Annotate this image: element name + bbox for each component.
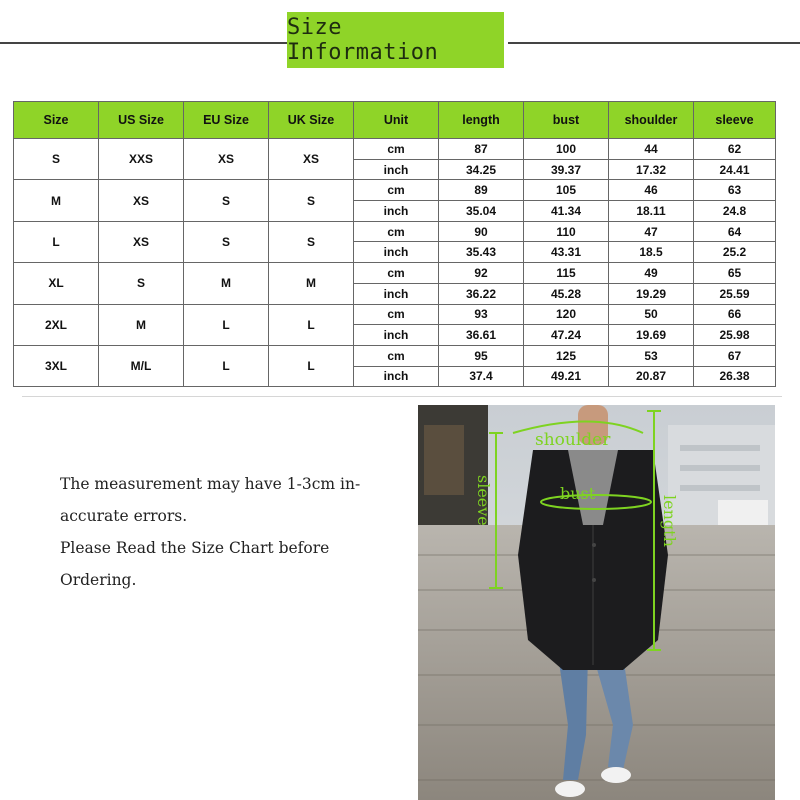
cm-cell-bust: 125 [524, 345, 609, 366]
cm-cell-length: 92 [439, 263, 524, 284]
size-cell-us: M/L [99, 345, 184, 386]
size-cell-eu: L [184, 345, 269, 386]
column-header: Unit [354, 102, 439, 139]
inch-cell-bust: 39.37 [524, 159, 609, 180]
inch-cell-shoulder: 19.29 [609, 283, 694, 304]
table-row [14, 180, 776, 201]
size-cell-size: XL [14, 263, 99, 304]
cm-cell-bust: 120 [524, 304, 609, 325]
cm-cell-sleeve: 67 [694, 345, 776, 366]
size-cell-size: 3XL [14, 345, 99, 386]
inch-cell-unit: inch [354, 201, 439, 222]
cm-cell-length: 95 [439, 345, 524, 366]
inch-cell-bust: 43.31 [524, 242, 609, 263]
size-cell-uk: M [269, 263, 354, 304]
table-row [14, 345, 776, 366]
inch-cell-sleeve: 24.8 [694, 201, 776, 222]
table-row [14, 221, 776, 242]
size-chart-table [13, 101, 776, 387]
size-cell-eu: L [184, 304, 269, 345]
size-cell-eu: XS [184, 139, 269, 180]
title-rule-right [508, 42, 800, 44]
cm-cell-length: 90 [439, 221, 524, 242]
cm-cell-bust: 100 [524, 139, 609, 160]
length-label: length [660, 495, 679, 547]
column-header: length [439, 102, 524, 139]
cm-cell-sleeve: 65 [694, 263, 776, 284]
column-header: bust [524, 102, 609, 139]
size-cell-eu: M [184, 263, 269, 304]
inch-cell-bust: 47.24 [524, 325, 609, 346]
inch-cell-shoulder: 20.87 [609, 366, 694, 387]
inch-cell-sleeve: 25.98 [694, 325, 776, 346]
cm-cell-unit: cm [354, 345, 439, 366]
inch-cell-bust: 41.34 [524, 201, 609, 222]
page-title: Size Information [287, 12, 504, 68]
size-cell-uk: L [269, 304, 354, 345]
cm-cell-unit: cm [354, 263, 439, 284]
bust-label: bust [560, 484, 596, 503]
size-cell-size: M [14, 180, 99, 221]
column-header: Size [14, 102, 99, 139]
cm-cell-sleeve: 66 [694, 304, 776, 325]
title-rule-left [0, 42, 290, 44]
inch-cell-unit: inch [354, 159, 439, 180]
inch-cell-shoulder: 18.5 [609, 242, 694, 263]
size-cell-us: XS [99, 180, 184, 221]
size-cell-uk: XS [269, 139, 354, 180]
size-cell-us: XXS [99, 139, 184, 180]
column-header: US Size [99, 102, 184, 139]
inch-cell-shoulder: 17.32 [609, 159, 694, 180]
inch-cell-sleeve: 25.2 [694, 242, 776, 263]
table-header-row [14, 102, 776, 139]
cm-cell-unit: cm [354, 139, 439, 160]
size-cell-us: XS [99, 221, 184, 262]
size-cell-uk: L [269, 345, 354, 386]
inch-cell-bust: 49.21 [524, 366, 609, 387]
inch-cell-shoulder: 18.11 [609, 201, 694, 222]
inch-cell-sleeve: 24.41 [694, 159, 776, 180]
size-cell-size: L [14, 221, 99, 262]
cm-cell-length: 93 [439, 304, 524, 325]
model-photo-illustration [418, 405, 775, 800]
inch-cell-unit: inch [354, 366, 439, 387]
cm-cell-bust: 110 [524, 221, 609, 242]
size-cell-uk: S [269, 180, 354, 221]
cm-cell-length: 87 [439, 139, 524, 160]
cm-cell-shoulder: 49 [609, 263, 694, 284]
size-cell-us: M [99, 304, 184, 345]
cm-cell-shoulder: 50 [609, 304, 694, 325]
cm-cell-shoulder: 53 [609, 345, 694, 366]
inch-cell-length: 37.4 [439, 366, 524, 387]
column-header: UK Size [269, 102, 354, 139]
note-line: accurate errors. [60, 507, 188, 525]
size-cell-uk: S [269, 221, 354, 262]
inch-cell-length: 36.22 [439, 283, 524, 304]
note-line: The measurement may have 1-3cm in- [60, 475, 361, 493]
size-cell-us: S [99, 263, 184, 304]
inch-cell-unit: inch [354, 283, 439, 304]
inch-cell-unit: inch [354, 325, 439, 346]
table-row [14, 304, 776, 325]
column-header: EU Size [184, 102, 269, 139]
cm-cell-sleeve: 63 [694, 180, 776, 201]
inch-cell-bust: 45.28 [524, 283, 609, 304]
inch-cell-length: 35.43 [439, 242, 524, 263]
cm-cell-bust: 115 [524, 263, 609, 284]
inch-cell-length: 34.25 [439, 159, 524, 180]
column-header: shoulder [609, 102, 694, 139]
size-cell-size: 2XL [14, 304, 99, 345]
section-divider [22, 396, 782, 397]
table-row [14, 139, 776, 160]
inch-cell-sleeve: 26.38 [694, 366, 776, 387]
inch-cell-sleeve: 25.59 [694, 283, 776, 304]
cm-cell-shoulder: 46 [609, 180, 694, 201]
column-header: sleeve [694, 102, 776, 139]
cm-cell-shoulder: 47 [609, 221, 694, 242]
model-photo [418, 405, 775, 800]
shoulder-label: shoulder [535, 430, 611, 450]
cm-cell-shoulder: 44 [609, 139, 694, 160]
size-cell-size: S [14, 139, 99, 180]
cm-cell-unit: cm [354, 221, 439, 242]
cm-cell-length: 89 [439, 180, 524, 201]
table-row [14, 263, 776, 284]
size-cell-eu: S [184, 221, 269, 262]
cm-cell-bust: 105 [524, 180, 609, 201]
inch-cell-length: 36.61 [439, 325, 524, 346]
sleeve-label: sleeve [474, 475, 493, 526]
measurement-note [60, 468, 410, 596]
inch-cell-shoulder: 19.69 [609, 325, 694, 346]
cm-cell-sleeve: 62 [694, 139, 776, 160]
cm-cell-unit: cm [354, 304, 439, 325]
inch-cell-unit: inch [354, 242, 439, 263]
inch-cell-length: 35.04 [439, 201, 524, 222]
cm-cell-unit: cm [354, 180, 439, 201]
note-line: Ordering. [60, 571, 137, 589]
cm-cell-sleeve: 64 [694, 221, 776, 242]
note-line: Please Read the Size Chart before [60, 539, 330, 557]
size-cell-eu: S [184, 180, 269, 221]
